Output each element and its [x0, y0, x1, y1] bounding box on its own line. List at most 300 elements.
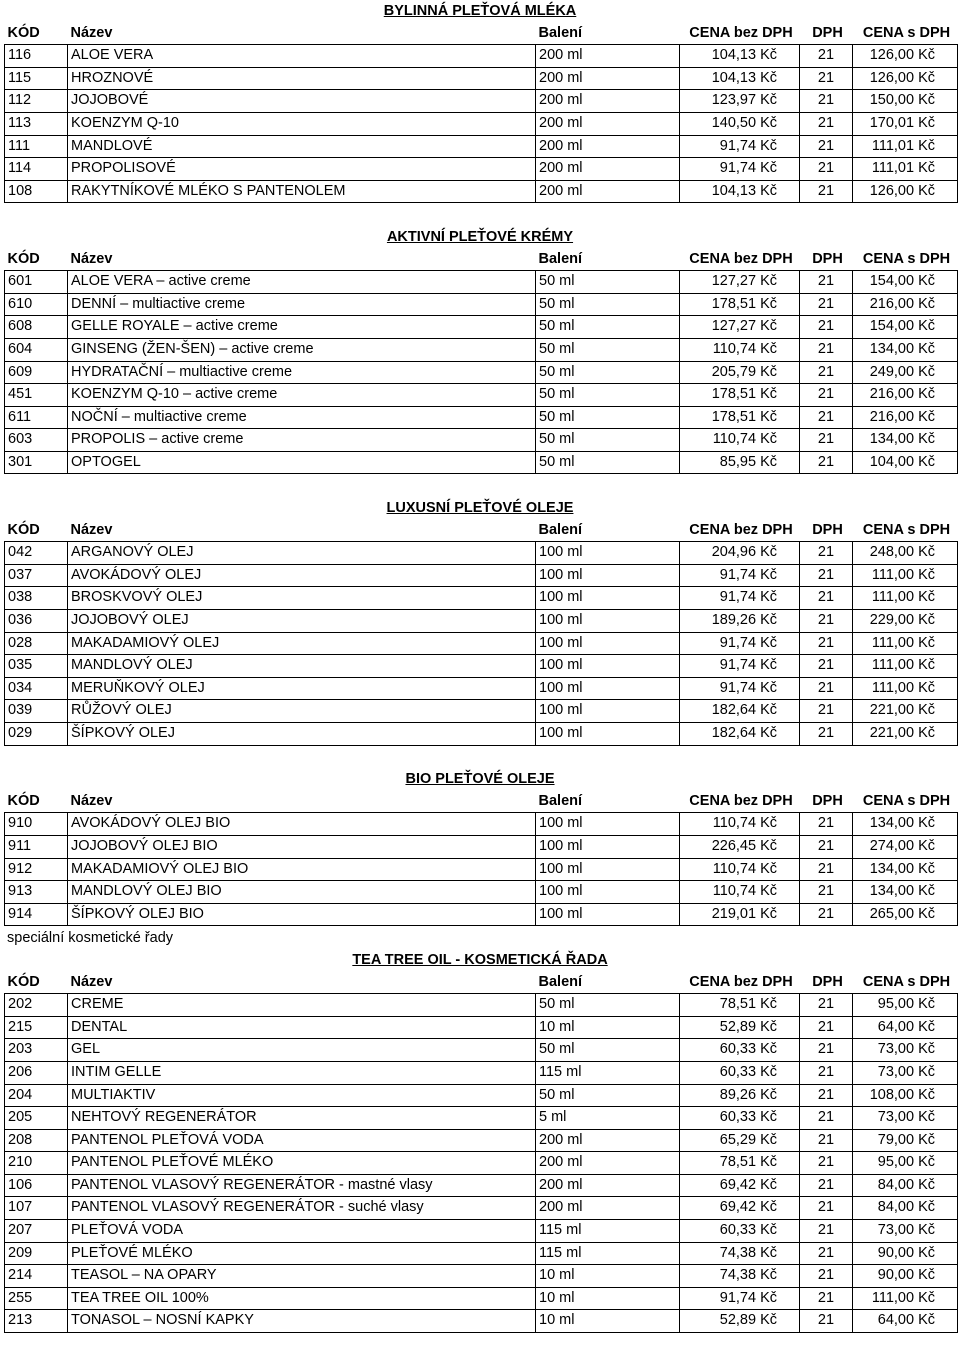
dph-cell: 21: [800, 429, 853, 452]
kod-cell: 608: [5, 316, 68, 339]
nazev-cell: TEASOL – NA OPARY: [68, 1265, 536, 1288]
nazev-cell: JOJOBOVÉ: [68, 90, 536, 113]
kod-cell: 215: [5, 1016, 68, 1039]
nazev-cell: PANTENOL VLASOVÝ REGENERÁTOR - suché vlasy: [68, 1197, 536, 1220]
cena-bez-dph-cell: 110,74 Kč: [680, 429, 800, 452]
nazev-header: Název: [70, 24, 113, 41]
table-row: [5, 1061, 958, 1084]
section-title: AKTIVNÍ PLEŤOVÉ KRÉMY: [386, 228, 574, 245]
table-row: [5, 1242, 958, 1265]
table-row: [5, 338, 958, 361]
table-row: [5, 655, 958, 678]
dph-cell: 21: [800, 1129, 853, 1152]
dph-header: DPH: [812, 521, 843, 538]
table-row: [5, 1107, 958, 1130]
table-header-row: [5, 23, 958, 45]
kod-cell: 036: [5, 610, 68, 633]
nazev-cell: GELLE ROYALE – active creme: [68, 316, 536, 339]
baleni-cell: 100 ml: [536, 542, 680, 565]
kod-cell: 106: [5, 1174, 68, 1197]
cena-bez-dph-cell: 219,01 Kč: [680, 903, 800, 926]
dph-cell: 21: [800, 564, 853, 587]
kod-cell: 034: [5, 677, 68, 700]
cena-bez-dph-header: CENA bez DPH: [689, 521, 793, 538]
dph-cell: 21: [800, 112, 853, 135]
kod-cell: 910: [5, 813, 68, 836]
baleni-cell: 200 ml: [536, 180, 680, 203]
nazev-cell: PANTENOL PLEŤOVÁ VODA: [68, 1129, 536, 1152]
cena-bez-dph-header: CENA bez DPH: [689, 792, 793, 809]
nazev-cell: JOJOBOVÝ OLEJ: [68, 610, 536, 633]
dph-cell: 21: [800, 881, 853, 904]
table-row: [5, 564, 958, 587]
table-row: [5, 858, 958, 881]
price-table: [4, 972, 958, 1334]
cena-s-dph-cell: 84,00 Kč: [853, 1174, 958, 1197]
cena-bez-dph-cell: 178,51 Kč: [680, 293, 800, 316]
kod-cell: 611: [5, 406, 68, 429]
baleni-cell: 200 ml: [536, 90, 680, 113]
nazev-cell: GINSENG (ŽEN-ŠEN) – active creme: [68, 338, 536, 361]
cena-bez-dph-cell: 52,89 Kč: [680, 1016, 800, 1039]
table-row: [5, 1197, 958, 1220]
dph-cell: 21: [800, 903, 853, 926]
section-gap: [0, 203, 960, 226]
nazev-cell: PROPOLISOVÉ: [68, 158, 536, 181]
nazev-cell: JOJOBOVÝ OLEJ BIO: [68, 835, 536, 858]
baleni-cell: 50 ml: [536, 316, 680, 339]
cena-s-dph-cell: 221,00 Kč: [853, 700, 958, 723]
baleni-cell: 50 ml: [536, 271, 680, 294]
table-row: [5, 1265, 958, 1288]
table-row: [5, 67, 958, 90]
cena-s-dph-header: CENA s DPH: [862, 521, 951, 538]
cena-s-dph-cell: 111,01 Kč: [853, 158, 958, 181]
cena-s-dph-cell: 73,00 Kč: [853, 1039, 958, 1062]
cena-s-dph-cell: 274,00 Kč: [853, 835, 958, 858]
nazev-cell: RAKYTNÍKOVÉ MLÉKO S PANTENOLEM: [68, 180, 536, 203]
cena-bez-dph-cell: 91,74 Kč: [680, 158, 800, 181]
baleni-header: Balení: [538, 792, 583, 809]
cena-s-dph-cell: 248,00 Kč: [853, 542, 958, 565]
cena-s-dph-cell: 111,00 Kč: [853, 564, 958, 587]
cena-bez-dph-cell: 110,74 Kč: [680, 881, 800, 904]
nazev-cell: DENTAL: [68, 1016, 536, 1039]
cena-bez-dph-cell: 91,74 Kč: [680, 655, 800, 678]
dph-cell: 21: [800, 338, 853, 361]
table-row: [5, 451, 958, 474]
baleni-cell: 100 ml: [536, 677, 680, 700]
nazev-header: Název: [70, 250, 113, 267]
price-table: [4, 520, 958, 746]
dph-cell: 21: [800, 180, 853, 203]
cena-s-dph-cell: 150,00 Kč: [853, 90, 958, 113]
cena-bez-dph-cell: 110,74 Kč: [680, 858, 800, 881]
table-row: [5, 881, 958, 904]
cena-bez-dph-cell: 89,26 Kč: [680, 1084, 800, 1107]
dph-cell: 21: [800, 1287, 853, 1310]
table-row: [5, 723, 958, 746]
table-row: [5, 316, 958, 339]
cena-s-dph-cell: 73,00 Kč: [853, 1061, 958, 1084]
cena-bez-dph-header: CENA bez DPH: [689, 24, 793, 41]
table-row: [5, 1310, 958, 1333]
nazev-cell: HYDRATAČNÍ – multiactive creme: [68, 361, 536, 384]
table-row: [5, 45, 958, 68]
cena-bez-dph-cell: 65,29 Kč: [680, 1129, 800, 1152]
nazev-cell: ŠÍPKOVÝ OLEJ BIO: [68, 903, 536, 926]
table-row: [5, 632, 958, 655]
section-gap: [0, 474, 960, 497]
cena-bez-dph-cell: 91,74 Kč: [680, 1287, 800, 1310]
baleni-cell: 200 ml: [536, 67, 680, 90]
nazev-header: Název: [70, 792, 113, 809]
dph-cell: 21: [800, 1061, 853, 1084]
dph-cell: 21: [800, 1107, 853, 1130]
baleni-cell: 200 ml: [536, 45, 680, 68]
cena-bez-dph-cell: 91,74 Kč: [680, 587, 800, 610]
kod-cell: 115: [5, 67, 68, 90]
baleni-cell: 100 ml: [536, 723, 680, 746]
cena-bez-dph-cell: 91,74 Kč: [680, 564, 800, 587]
kod-cell: 107: [5, 1197, 68, 1220]
cena-s-dph-cell: 134,00 Kč: [853, 813, 958, 836]
dph-cell: 21: [800, 1242, 853, 1265]
nazev-cell: MANDLOVÝ OLEJ: [68, 655, 536, 678]
dph-cell: 21: [800, 1039, 853, 1062]
baleni-cell: 115 ml: [536, 1242, 680, 1265]
nazev-cell: TONASOL – NOSNÍ KAPKY: [68, 1310, 536, 1333]
cena-s-dph-cell: 95,00 Kč: [853, 994, 958, 1017]
dph-cell: 21: [800, 813, 853, 836]
nazev-cell: MAKADAMIOVÝ OLEJ: [68, 632, 536, 655]
cena-bez-dph-cell: 178,51 Kč: [680, 406, 800, 429]
table-row: [5, 542, 958, 565]
dph-cell: 21: [800, 587, 853, 610]
nazev-cell: KOENZYM Q-10: [68, 112, 536, 135]
kod-cell: 209: [5, 1242, 68, 1265]
cena-bez-dph-header: CENA bez DPH: [689, 973, 793, 990]
kod-header: KÓD: [7, 973, 40, 990]
table-row: [5, 1084, 958, 1107]
dph-header: DPH: [812, 792, 843, 809]
cena-s-dph-cell: 111,01 Kč: [853, 135, 958, 158]
kod-cell: 035: [5, 655, 68, 678]
cena-bez-dph-cell: 110,74 Kč: [680, 338, 800, 361]
kod-cell: 116: [5, 45, 68, 68]
kod-header: KÓD: [7, 521, 40, 538]
nazev-cell: AVOKÁDOVÝ OLEJ: [68, 564, 536, 587]
table-row: [5, 700, 958, 723]
table-header-row: [5, 520, 958, 542]
nazev-cell: GEL: [68, 1039, 536, 1062]
cena-bez-dph-cell: 91,74 Kč: [680, 632, 800, 655]
kod-header: KÓD: [7, 792, 40, 809]
nazev-cell: RŮŽOVÝ OLEJ: [68, 700, 536, 723]
baleni-header: Balení: [538, 521, 583, 538]
cena-s-dph-cell: 73,00 Kč: [853, 1220, 958, 1243]
cena-s-dph-cell: 73,00 Kč: [853, 1107, 958, 1130]
cena-s-dph-cell: 216,00 Kč: [853, 293, 958, 316]
baleni-cell: 100 ml: [536, 903, 680, 926]
kod-cell: 202: [5, 994, 68, 1017]
dph-cell: 21: [800, 361, 853, 384]
cena-s-dph-cell: 84,00 Kč: [853, 1197, 958, 1220]
cena-s-dph-header: CENA s DPH: [862, 973, 951, 990]
kod-cell: 204: [5, 1084, 68, 1107]
kod-cell: 028: [5, 632, 68, 655]
kod-cell: 112: [5, 90, 68, 113]
kod-cell: 213: [5, 1310, 68, 1333]
cena-bez-dph-cell: 189,26 Kč: [680, 610, 800, 633]
dph-cell: 21: [800, 384, 853, 407]
cena-s-dph-cell: 104,00 Kč: [853, 451, 958, 474]
table-row: [5, 903, 958, 926]
cena-bez-dph-cell: 74,38 Kč: [680, 1242, 800, 1265]
baleni-cell: 200 ml: [536, 1152, 680, 1175]
nazev-cell: PLEŤOVÁ VODA: [68, 1220, 536, 1243]
cena-s-dph-header: CENA s DPH: [862, 792, 951, 809]
table-row: [5, 361, 958, 384]
nazev-cell: PANTENOL VLASOVÝ REGENERÁTOR - mastné vlasy: [68, 1174, 536, 1197]
dph-cell: 21: [800, 1197, 853, 1220]
dph-cell: 21: [800, 994, 853, 1017]
baleni-cell: 50 ml: [536, 1084, 680, 1107]
cena-bez-dph-cell: 60,33 Kč: [680, 1220, 800, 1243]
section-gap: [0, 746, 960, 769]
nazev-cell: ALOE VERA: [68, 45, 536, 68]
kod-cell: 038: [5, 587, 68, 610]
table-header-row: [5, 972, 958, 994]
kod-cell: 451: [5, 384, 68, 407]
table-row: [5, 293, 958, 316]
baleni-cell: 100 ml: [536, 610, 680, 633]
cena-bez-dph-cell: 205,79 Kč: [680, 361, 800, 384]
cena-s-dph-cell: 134,00 Kč: [853, 429, 958, 452]
table-row: [5, 384, 958, 407]
baleni-cell: 50 ml: [536, 293, 680, 316]
cena-s-dph-cell: 111,00 Kč: [853, 1287, 958, 1310]
nazev-cell: CREME: [68, 994, 536, 1017]
table-row: [5, 813, 958, 836]
dph-cell: 21: [800, 451, 853, 474]
baleni-cell: 50 ml: [536, 361, 680, 384]
nazev-cell: MERUŇKOVÝ OLEJ: [68, 677, 536, 700]
cena-s-dph-cell: 108,00 Kč: [853, 1084, 958, 1107]
kod-cell: 911: [5, 835, 68, 858]
cena-bez-dph-cell: 127,27 Kč: [680, 271, 800, 294]
cena-bez-dph-cell: 69,42 Kč: [680, 1174, 800, 1197]
baleni-cell: 50 ml: [536, 1039, 680, 1062]
cena-s-dph-cell: 79,00 Kč: [853, 1129, 958, 1152]
nazev-cell: ARGANOVÝ OLEJ: [68, 542, 536, 565]
baleni-cell: 100 ml: [536, 587, 680, 610]
baleni-cell: 50 ml: [536, 338, 680, 361]
dph-header: DPH: [812, 250, 843, 267]
cena-bez-dph-cell: 52,89 Kč: [680, 1310, 800, 1333]
dph-header: DPH: [812, 24, 843, 41]
table-row: [5, 1016, 958, 1039]
nazev-cell: ŠÍPKOVÝ OLEJ: [68, 723, 536, 746]
table-row: [5, 1174, 958, 1197]
cena-s-dph-cell: 90,00 Kč: [853, 1242, 958, 1265]
dph-cell: 21: [800, 1174, 853, 1197]
cena-s-dph-cell: 90,00 Kč: [853, 1265, 958, 1288]
table-row: [5, 587, 958, 610]
table-row: [5, 994, 958, 1017]
cena-s-dph-cell: 126,00 Kč: [853, 45, 958, 68]
baleni-cell: 50 ml: [536, 994, 680, 1017]
kod-cell: 111: [5, 135, 68, 158]
table-row: [5, 1039, 958, 1062]
dph-header: DPH: [812, 973, 843, 990]
nazev-cell: MANDLOVÝ OLEJ BIO: [68, 881, 536, 904]
cena-s-dph-cell: 134,00 Kč: [853, 858, 958, 881]
baleni-cell: 100 ml: [536, 632, 680, 655]
baleni-cell: 115 ml: [536, 1220, 680, 1243]
baleni-cell: 50 ml: [536, 384, 680, 407]
kod-cell: 604: [5, 338, 68, 361]
baleni-header: Balení: [538, 973, 583, 990]
cena-bez-dph-header: CENA bez DPH: [689, 250, 793, 267]
nazev-header: Název: [70, 521, 113, 538]
dph-cell: 21: [800, 67, 853, 90]
baleni-cell: 200 ml: [536, 1174, 680, 1197]
dph-cell: 21: [800, 1265, 853, 1288]
baleni-cell: 200 ml: [536, 135, 680, 158]
baleni-cell: 50 ml: [536, 429, 680, 452]
baleni-cell: 100 ml: [536, 813, 680, 836]
kod-cell: 205: [5, 1107, 68, 1130]
cena-s-dph-cell: 216,00 Kč: [853, 384, 958, 407]
cena-bez-dph-cell: 104,13 Kč: [680, 45, 800, 68]
kod-cell: 610: [5, 293, 68, 316]
kod-cell: 601: [5, 271, 68, 294]
kod-cell: 208: [5, 1129, 68, 1152]
cena-bez-dph-cell: 69,42 Kč: [680, 1197, 800, 1220]
cena-bez-dph-cell: 204,96 Kč: [680, 542, 800, 565]
nazev-cell: DENNÍ – multiactive creme: [68, 293, 536, 316]
cena-s-dph-cell: 126,00 Kč: [853, 67, 958, 90]
nazev-cell: MAKADAMIOVÝ OLEJ BIO: [68, 858, 536, 881]
cena-s-dph-cell: 64,00 Kč: [853, 1310, 958, 1333]
nazev-cell: MULTIAKTIV: [68, 1084, 536, 1107]
kod-cell: 037: [5, 564, 68, 587]
cena-s-dph-cell: 134,00 Kč: [853, 338, 958, 361]
kod-header: KÓD: [7, 24, 40, 41]
baleni-cell: 200 ml: [536, 158, 680, 181]
cena-bez-dph-cell: 78,51 Kč: [680, 1152, 800, 1175]
kod-cell: 042: [5, 542, 68, 565]
dph-cell: 21: [800, 655, 853, 678]
kod-cell: 114: [5, 158, 68, 181]
baleni-cell: 200 ml: [536, 1129, 680, 1152]
cena-s-dph-cell: 64,00 Kč: [853, 1016, 958, 1039]
kod-cell: 914: [5, 903, 68, 926]
cena-s-dph-cell: 95,00 Kč: [853, 1152, 958, 1175]
nazev-cell: TEA TREE OIL 100%: [68, 1287, 536, 1310]
cena-bez-dph-cell: 104,13 Kč: [680, 180, 800, 203]
dph-cell: 21: [800, 135, 853, 158]
nazev-cell: PLEŤOVÉ MLÉKO: [68, 1242, 536, 1265]
dph-cell: 21: [800, 542, 853, 565]
dph-cell: 21: [800, 1220, 853, 1243]
baleni-cell: 100 ml: [536, 835, 680, 858]
dph-cell: 21: [800, 677, 853, 700]
cena-s-dph-cell: 111,00 Kč: [853, 677, 958, 700]
section-title: TEA TREE OIL - KOSMETICKÁ ŘADA: [352, 951, 608, 968]
kod-cell: 301: [5, 451, 68, 474]
dph-cell: 21: [800, 1310, 853, 1333]
dph-cell: 21: [800, 90, 853, 113]
cena-bez-dph-cell: 60,33 Kč: [680, 1039, 800, 1062]
baleni-cell: 200 ml: [536, 112, 680, 135]
nazev-cell: AVOKÁDOVÝ OLEJ BIO: [68, 813, 536, 836]
kod-cell: 210: [5, 1152, 68, 1175]
cena-bez-dph-cell: 91,74 Kč: [680, 135, 800, 158]
dph-cell: 21: [800, 316, 853, 339]
baleni-cell: 100 ml: [536, 700, 680, 723]
cena-bez-dph-cell: 74,38 Kč: [680, 1265, 800, 1288]
dph-cell: 21: [800, 1152, 853, 1175]
nazev-cell: INTIM GELLE: [68, 1061, 536, 1084]
cena-s-dph-cell: 111,00 Kč: [853, 587, 958, 610]
kod-cell: 603: [5, 429, 68, 452]
cena-s-dph-cell: 111,00 Kč: [853, 655, 958, 678]
nazev-cell: KOENZYM Q-10 – active creme: [68, 384, 536, 407]
table-row: [5, 835, 958, 858]
cena-bez-dph-cell: 140,50 Kč: [680, 112, 800, 135]
table-row: [5, 271, 958, 294]
table-row: [5, 135, 958, 158]
baleni-cell: 10 ml: [536, 1265, 680, 1288]
baleni-cell: 100 ml: [536, 564, 680, 587]
baleni-cell: 50 ml: [536, 406, 680, 429]
price-table: [4, 791, 958, 927]
table-header-row: [5, 791, 958, 813]
nazev-cell: ALOE VERA – active creme: [68, 271, 536, 294]
table-row: [5, 406, 958, 429]
cena-bez-dph-cell: 60,33 Kč: [680, 1061, 800, 1084]
kod-cell: 207: [5, 1220, 68, 1243]
dph-cell: 21: [800, 271, 853, 294]
baleni-cell: 200 ml: [536, 1197, 680, 1220]
category-label: speciální kosmetické řady: [7, 930, 174, 947]
table-row: [5, 1129, 958, 1152]
dph-cell: 21: [800, 858, 853, 881]
dph-cell: 21: [800, 835, 853, 858]
kod-cell: 214: [5, 1265, 68, 1288]
cena-s-dph-cell: 216,00 Kč: [853, 406, 958, 429]
cena-s-dph-header: CENA s DPH: [862, 250, 951, 267]
nazev-header: Název: [70, 973, 113, 990]
baleni-cell: 115 ml: [536, 1061, 680, 1084]
baleni-cell: 100 ml: [536, 881, 680, 904]
cena-s-dph-cell: 126,00 Kč: [853, 180, 958, 203]
kod-cell: 029: [5, 723, 68, 746]
cena-s-dph-cell: 134,00 Kč: [853, 881, 958, 904]
cena-s-dph-cell: 170,01 Kč: [853, 112, 958, 135]
kod-cell: 255: [5, 1287, 68, 1310]
cena-s-dph-cell: 154,00 Kč: [853, 271, 958, 294]
nazev-cell: MANDLOVÉ: [68, 135, 536, 158]
section-title: LUXUSNÍ PLEŤOVÉ OLEJE: [386, 500, 574, 517]
table-row: [5, 180, 958, 203]
cena-s-dph-cell: 265,00 Kč: [853, 903, 958, 926]
nazev-cell: NEHTOVÝ REGENERÁTOR: [68, 1107, 536, 1130]
cena-s-dph-cell: 111,00 Kč: [853, 632, 958, 655]
kod-cell: 108: [5, 180, 68, 203]
